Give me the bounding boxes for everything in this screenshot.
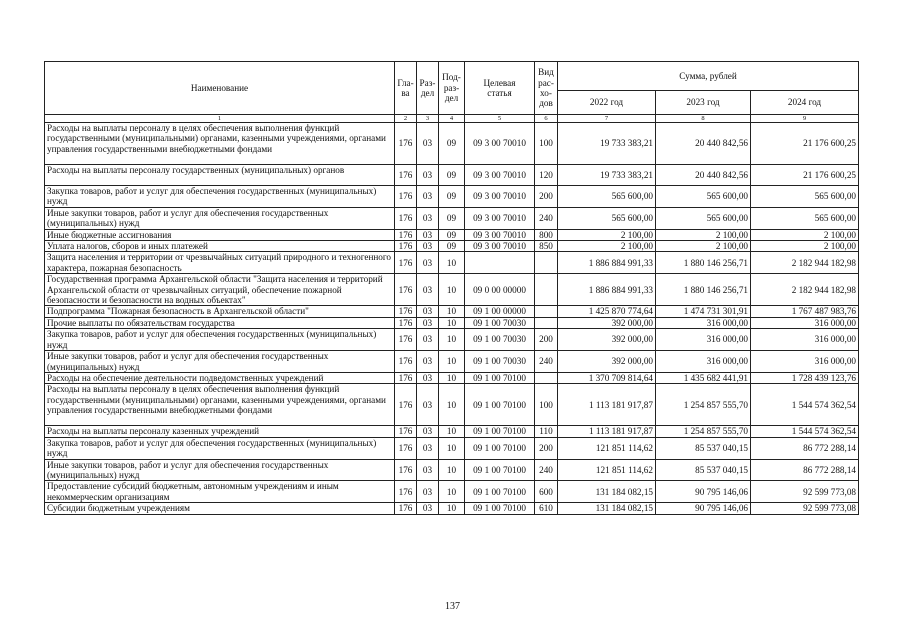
row-target: 09 1 00 70100	[465, 481, 535, 503]
row-glava: 176	[395, 437, 417, 459]
row-sum-2023: 1 435 682 441,91	[656, 372, 751, 383]
row-razdel: 03	[417, 241, 439, 252]
row-vid: 240	[535, 351, 558, 373]
row-glava: 176	[395, 241, 417, 252]
row-target: 09 1 00 70030	[465, 329, 535, 351]
table-row	[45, 306, 859, 317]
table-row	[45, 123, 859, 165]
row-sum-2024: 21 176 600,25	[751, 165, 859, 186]
row-razdel: 03	[417, 384, 439, 426]
header-sum: Сумма, рублей	[558, 62, 859, 91]
row-podrazdel: 10	[439, 426, 465, 437]
row-sum-2023: 2 100,00	[656, 229, 751, 240]
row-vid: 850	[535, 241, 558, 252]
row-glava: 176	[395, 186, 417, 208]
table-row	[45, 481, 859, 503]
row-sum-2022: 19 733 383,21	[558, 123, 656, 165]
row-podrazdel: 09	[439, 207, 465, 229]
row-name: Расходы на выплаты персоналу в целях обеспечения выполнения функций государственными (муниципальными) органами, казенными учреждениями, органами управления государственными внебюджетными фондами	[45, 384, 395, 426]
column-number-row	[45, 115, 859, 123]
row-sum-2024: 1 544 574 362,54	[751, 384, 859, 426]
row-sum-2023: 316 000,00	[656, 329, 751, 351]
header-target	[465, 62, 535, 115]
row-sum-2024: 92 599 773,08	[751, 503, 859, 514]
header-glava	[395, 62, 417, 115]
row-glava: 176	[395, 165, 417, 186]
header-target-label: Целевая статья	[483, 77, 516, 98]
row-glava: 176	[395, 481, 417, 503]
column-number: 3	[417, 115, 439, 123]
header-vid-label: Вид рас- хо- дов	[538, 67, 554, 109]
row-vid: 110	[535, 426, 558, 437]
row-target: 09 3 00 70010	[465, 165, 535, 186]
row-sum-2024: 21 176 600,25	[751, 123, 859, 165]
row-glava: 176	[395, 351, 417, 373]
row-vid: 100	[535, 384, 558, 426]
table-row	[45, 165, 859, 186]
row-razdel: 03	[417, 252, 439, 274]
row-target	[465, 252, 535, 274]
row-podrazdel: 10	[439, 481, 465, 503]
header-razdel	[417, 62, 439, 115]
row-sum-2022: 1 113 181 917,87	[558, 426, 656, 437]
row-sum-2023: 565 600,00	[656, 207, 751, 229]
row-sum-2024: 316 000,00	[751, 351, 859, 373]
row-razdel: 03	[417, 306, 439, 317]
row-razdel: 03	[417, 207, 439, 229]
table-row	[45, 426, 859, 437]
row-glava: 176	[395, 503, 417, 514]
row-sum-2022: 565 600,00	[558, 207, 656, 229]
row-name: Закупка товаров, работ и услуг для обеспечения государственных (муниципальных) нужд	[45, 437, 395, 459]
row-target: 09 0 00 00000	[465, 274, 535, 306]
row-target: 09 3 00 70010	[465, 186, 535, 208]
row-target: 09 3 00 70010	[465, 123, 535, 165]
row-vid: 240	[535, 459, 558, 481]
table-row	[45, 459, 859, 481]
row-target: 09 1 00 70100	[465, 426, 535, 437]
row-name: Иные закупки товаров, работ и услуг для обеспечения государственных (муниципальных) нужд	[45, 351, 395, 373]
row-razdel: 03	[417, 274, 439, 306]
table-body	[45, 123, 859, 515]
column-number: 7	[558, 115, 656, 123]
header-podrazdel	[439, 62, 465, 115]
column-number: 1	[45, 115, 395, 123]
row-razdel: 03	[417, 481, 439, 503]
row-sum-2024: 2 100,00	[751, 241, 859, 252]
row-sum-2024: 86 772 288,14	[751, 459, 859, 481]
header-glava-label: Гла- ва	[397, 77, 414, 98]
row-sum-2023: 2 100,00	[656, 241, 751, 252]
row-sum-2024: 2 182 944 182,98	[751, 252, 859, 274]
row-sum-2024: 2 182 944 182,98	[751, 274, 859, 306]
row-name: Прочие выплаты по обязательствам государства	[45, 317, 395, 328]
header-razdel-label: Раз- дел	[419, 77, 436, 98]
table-row	[45, 229, 859, 240]
row-vid	[535, 252, 558, 274]
row-name: Закупка товаров, работ и услуг для обеспечения государственных (муниципальных) нужд	[45, 329, 395, 351]
row-name: Расходы на выплаты персоналу государственных (муниципальных) органов	[45, 165, 395, 186]
row-sum-2022: 1 886 884 991,33	[558, 274, 656, 306]
row-name: Расходы на обеспечение деятельности подведомственных учреждений	[45, 372, 395, 383]
row-glava: 176	[395, 252, 417, 274]
row-vid	[535, 372, 558, 383]
row-sum-2023: 1 880 146 256,71	[656, 252, 751, 274]
row-sum-2022: 392 000,00	[558, 317, 656, 328]
row-name: Предоставление субсидий бюджетным, автономным учреждениям и иным некоммерческим организациям	[45, 481, 395, 503]
row-sum-2022: 2 100,00	[558, 241, 656, 252]
row-vid: 200	[535, 329, 558, 351]
row-glava: 176	[395, 372, 417, 383]
row-name: Расходы на выплаты персоналу в целях обеспечения выполнения функций государственными (муниципальными) органами, казенными учреждениями, органами управления государственными внебюджетными фондами	[45, 123, 395, 165]
row-vid	[535, 306, 558, 317]
column-number: 6	[535, 115, 558, 123]
row-sum-2022: 121 851 114,62	[558, 437, 656, 459]
row-podrazdel: 10	[439, 437, 465, 459]
column-number: 4	[439, 115, 465, 123]
row-razdel: 03	[417, 372, 439, 383]
row-vid: 800	[535, 229, 558, 240]
table-row	[45, 274, 859, 306]
row-target: 09 3 00 70010	[465, 207, 535, 229]
table-row	[45, 503, 859, 514]
row-sum-2022: 392 000,00	[558, 351, 656, 373]
row-sum-2024: 316 000,00	[751, 329, 859, 351]
row-podrazdel: 09	[439, 229, 465, 240]
row-target: 09 1 00 00000	[465, 306, 535, 317]
table-row	[45, 207, 859, 229]
page-number: 137	[445, 601, 460, 612]
row-target: 09 1 00 70030	[465, 351, 535, 373]
row-sum-2022: 1 886 884 991,33	[558, 252, 656, 274]
table-row	[45, 437, 859, 459]
row-glava: 176	[395, 306, 417, 317]
table-row	[45, 186, 859, 208]
row-sum-2022: 121 851 114,62	[558, 459, 656, 481]
header-name: Наименование	[45, 62, 395, 115]
row-podrazdel: 09	[439, 165, 465, 186]
row-razdel: 03	[417, 329, 439, 351]
row-sum-2023: 90 795 146,06	[656, 503, 751, 514]
header-year-2024: 2024 год	[751, 91, 859, 115]
row-razdel: 03	[417, 165, 439, 186]
row-razdel: 03	[417, 317, 439, 328]
row-vid: 100	[535, 123, 558, 165]
row-podrazdel: 10	[439, 351, 465, 373]
row-podrazdel: 10	[439, 503, 465, 514]
table-row	[45, 252, 859, 274]
row-podrazdel: 10	[439, 274, 465, 306]
table-row	[45, 317, 859, 328]
row-sum-2023: 1 880 146 256,71	[656, 274, 751, 306]
row-sum-2024: 316 000,00	[751, 317, 859, 328]
column-number: 9	[751, 115, 859, 123]
row-sum-2022: 131 184 082,15	[558, 481, 656, 503]
row-sum-2022: 1 370 709 814,64	[558, 372, 656, 383]
row-vid: 200	[535, 437, 558, 459]
row-razdel: 03	[417, 351, 439, 373]
row-sum-2024: 1 728 439 123,76	[751, 372, 859, 383]
row-sum-2022: 392 000,00	[558, 329, 656, 351]
row-vid	[535, 317, 558, 328]
row-target: 09 1 00 70030	[465, 317, 535, 328]
row-name: Государственная программа Архангельской области "Защита населения и территорий Архангельской области от чрезвычайных ситуаций, обеспечение пожарной безопасности и безопасности на водных объектах"	[45, 274, 395, 306]
row-glava: 176	[395, 329, 417, 351]
row-target: 09 1 00 70100	[465, 384, 535, 426]
row-glava: 176	[395, 229, 417, 240]
row-sum-2022: 19 733 383,21	[558, 165, 656, 186]
row-sum-2023: 316 000,00	[656, 317, 751, 328]
row-vid	[535, 274, 558, 306]
row-name: Уплата налогов, сборов и иных платежей	[45, 241, 395, 252]
table-row	[45, 241, 859, 252]
row-vid: 610	[535, 503, 558, 514]
table-row	[45, 329, 859, 351]
row-glava: 176	[395, 317, 417, 328]
row-name: Иные закупки товаров, работ и услуг для обеспечения государственных (муниципальных) нужд	[45, 459, 395, 481]
row-vid: 120	[535, 165, 558, 186]
row-glava: 176	[395, 274, 417, 306]
row-sum-2022: 1 113 181 917,87	[558, 384, 656, 426]
row-sum-2023: 1 254 857 555,70	[656, 426, 751, 437]
row-name: Расходы на выплаты персоналу казенных учреждений	[45, 426, 395, 437]
row-razdel: 03	[417, 503, 439, 514]
row-target: 09 1 00 70100	[465, 503, 535, 514]
row-name: Подпрограмма "Пожарная безопасность в Архангельской области"	[45, 306, 395, 317]
row-vid: 200	[535, 186, 558, 208]
header-year-2023: 2023 год	[656, 91, 751, 115]
row-sum-2023: 20 440 842,56	[656, 123, 751, 165]
row-name: Субсидии бюджетным учреждениям	[45, 503, 395, 514]
row-podrazdel: 09	[439, 123, 465, 165]
row-name: Иные закупки товаров, работ и услуг для обеспечения государственных (муниципальных) нужд	[45, 207, 395, 229]
row-razdel: 03	[417, 123, 439, 165]
row-sum-2022: 131 184 082,15	[558, 503, 656, 514]
row-sum-2023: 85 537 040,15	[656, 459, 751, 481]
row-vid: 240	[535, 207, 558, 229]
row-podrazdel: 10	[439, 459, 465, 481]
row-podrazdel: 10	[439, 384, 465, 426]
row-sum-2022: 1 425 870 774,64	[558, 306, 656, 317]
row-podrazdel: 10	[439, 329, 465, 351]
row-sum-2023: 1 474 731 301,91	[656, 306, 751, 317]
row-sum-2023: 1 254 857 555,70	[656, 384, 751, 426]
row-glava: 176	[395, 459, 417, 481]
row-sum-2024: 565 600,00	[751, 207, 859, 229]
row-target: 09 1 00 70100	[465, 459, 535, 481]
row-sum-2024: 1 767 487 983,76	[751, 306, 859, 317]
row-sum-2024: 1 544 574 362,54	[751, 426, 859, 437]
column-number: 5	[465, 115, 535, 123]
header-podrazdel-label: Под- раз- дел	[442, 72, 461, 104]
column-number: 2	[395, 115, 417, 123]
row-name: Иные бюджетные ассигнования	[45, 229, 395, 240]
row-target: 09 3 00 70010	[465, 241, 535, 252]
header-row	[45, 62, 859, 91]
row-sum-2024: 92 599 773,08	[751, 481, 859, 503]
row-name: Защита населения и территории от чрезвычайных ситуаций природного и техногенного характера, пожарная безопасность	[45, 252, 395, 274]
row-sum-2024: 565 600,00	[751, 186, 859, 208]
row-name: Закупка товаров, работ и услуг для обеспечения государственных (муниципальных) нужд	[45, 186, 395, 208]
header-vid	[535, 62, 558, 115]
row-sum-2024: 2 100,00	[751, 229, 859, 240]
row-target: 09 1 00 70100	[465, 437, 535, 459]
row-glava: 176	[395, 426, 417, 437]
column-number: 8	[656, 115, 751, 123]
row-sum-2023: 20 440 842,56	[656, 165, 751, 186]
row-sum-2023: 85 537 040,15	[656, 437, 751, 459]
row-podrazdel: 09	[439, 241, 465, 252]
row-podrazdel: 10	[439, 372, 465, 383]
header-year-2022: 2022 год	[558, 91, 656, 115]
row-razdel: 03	[417, 459, 439, 481]
row-podrazdel: 10	[439, 306, 465, 317]
table-row	[45, 372, 859, 383]
budget-table	[44, 61, 859, 515]
row-sum-2023: 565 600,00	[656, 186, 751, 208]
row-target: 09 1 00 70100	[465, 372, 535, 383]
table-row	[45, 351, 859, 373]
row-glava: 176	[395, 384, 417, 426]
row-razdel: 03	[417, 186, 439, 208]
row-vid: 600	[535, 481, 558, 503]
row-sum-2024: 86 772 288,14	[751, 437, 859, 459]
row-podrazdel: 09	[439, 186, 465, 208]
row-podrazdel: 10	[439, 317, 465, 328]
row-podrazdel: 10	[439, 252, 465, 274]
row-glava: 176	[395, 123, 417, 165]
row-target: 09 3 00 70010	[465, 229, 535, 240]
row-sum-2023: 90 795 146,06	[656, 481, 751, 503]
row-sum-2023: 316 000,00	[656, 351, 751, 373]
row-sum-2022: 565 600,00	[558, 186, 656, 208]
table-row	[45, 384, 859, 426]
row-razdel: 03	[417, 229, 439, 240]
row-razdel: 03	[417, 437, 439, 459]
row-glava: 176	[395, 207, 417, 229]
row-razdel: 03	[417, 426, 439, 437]
row-sum-2022: 2 100,00	[558, 229, 656, 240]
